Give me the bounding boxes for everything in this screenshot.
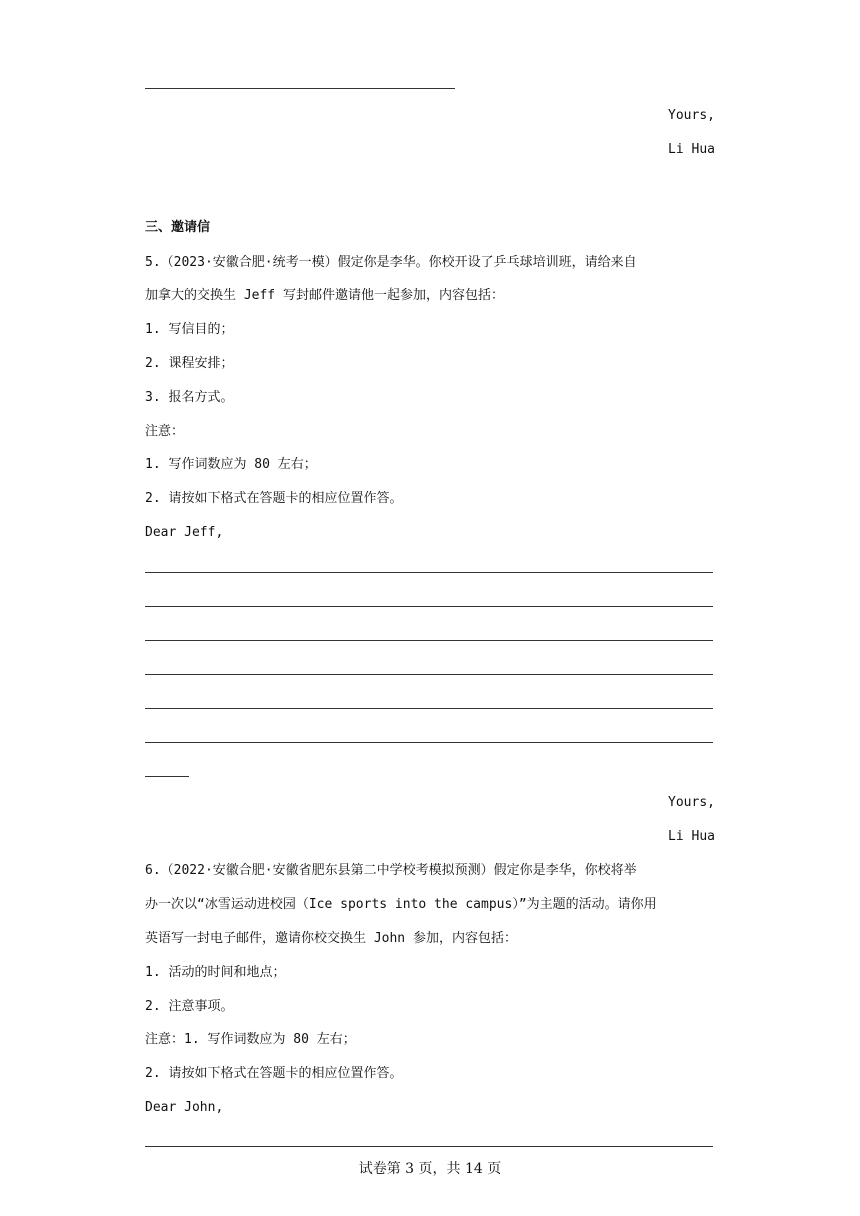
q5-closing: Yours, [668, 795, 715, 810]
q5-item-3: 3. 报名方式。 [145, 390, 234, 405]
q6-item-1: 1. 活动的时间和地点； [145, 965, 286, 980]
q5-signature: Li Hua [668, 829, 715, 844]
section-heading: 三、邀请信 [145, 220, 211, 235]
q5-item-1: 1. 写信目的； [145, 322, 234, 337]
q6-greeting: Dear John, [145, 1100, 224, 1115]
signature-name: Li Hua [668, 142, 715, 157]
closing-yours: Yours, [668, 108, 715, 123]
q6-prompt-line2: 办一次以“冰雪运动进校园（Ice sports into the campus）”为主题的活动。请你用 [145, 897, 657, 912]
q6-prompt-line3: 英语写一封电子邮件，邀请你校交换生 John 参加，内容包括： [145, 931, 517, 946]
q5-note-label: 注意： [145, 424, 185, 439]
q5-note-1: 1. 写作词数应为 80 左右； [145, 457, 317, 472]
q5-greeting: Dear Jeff, [145, 525, 224, 540]
q5-prompt-line1: 5.（2023·安徽合肥·统考一模）假定你是李华。你校开设了乒乓球培训班，请给来自 [145, 255, 637, 270]
q6-item-2: 2. 注意事项。 [145, 999, 234, 1014]
q5-note-2: 2. 请按如下格式在答题卡的相应位置作答。 [145, 491, 403, 506]
q5-item-2: 2. 课程安排； [145, 356, 234, 371]
answer-line [145, 708, 713, 709]
answer-line [145, 742, 713, 743]
q6-note-2: 2. 请按如下格式在答题卡的相应位置作答。 [145, 1066, 403, 1081]
answer-line [145, 674, 713, 675]
q5-prompt-line2: 加拿大的交换生 Jeff 写封邮件邀请他一起参加，内容包括： [145, 288, 504, 303]
answer-line-partial [145, 88, 455, 89]
page-footer: 试卷第 3 页，共 14 页 [358, 1161, 502, 1177]
answer-line [145, 606, 713, 607]
q6-note-line: 注意：1. 写作词数应为 80 左右； [145, 1032, 356, 1047]
answer-line [145, 640, 713, 641]
q6-prompt-line1: 6.（2022·安徽合肥·安徽省肥东县第二中学校考模拟预测）假定你是李华，你校将举 [145, 863, 637, 878]
answer-line-short [145, 776, 189, 777]
answer-line [145, 572, 713, 573]
answer-line [145, 1146, 713, 1147]
